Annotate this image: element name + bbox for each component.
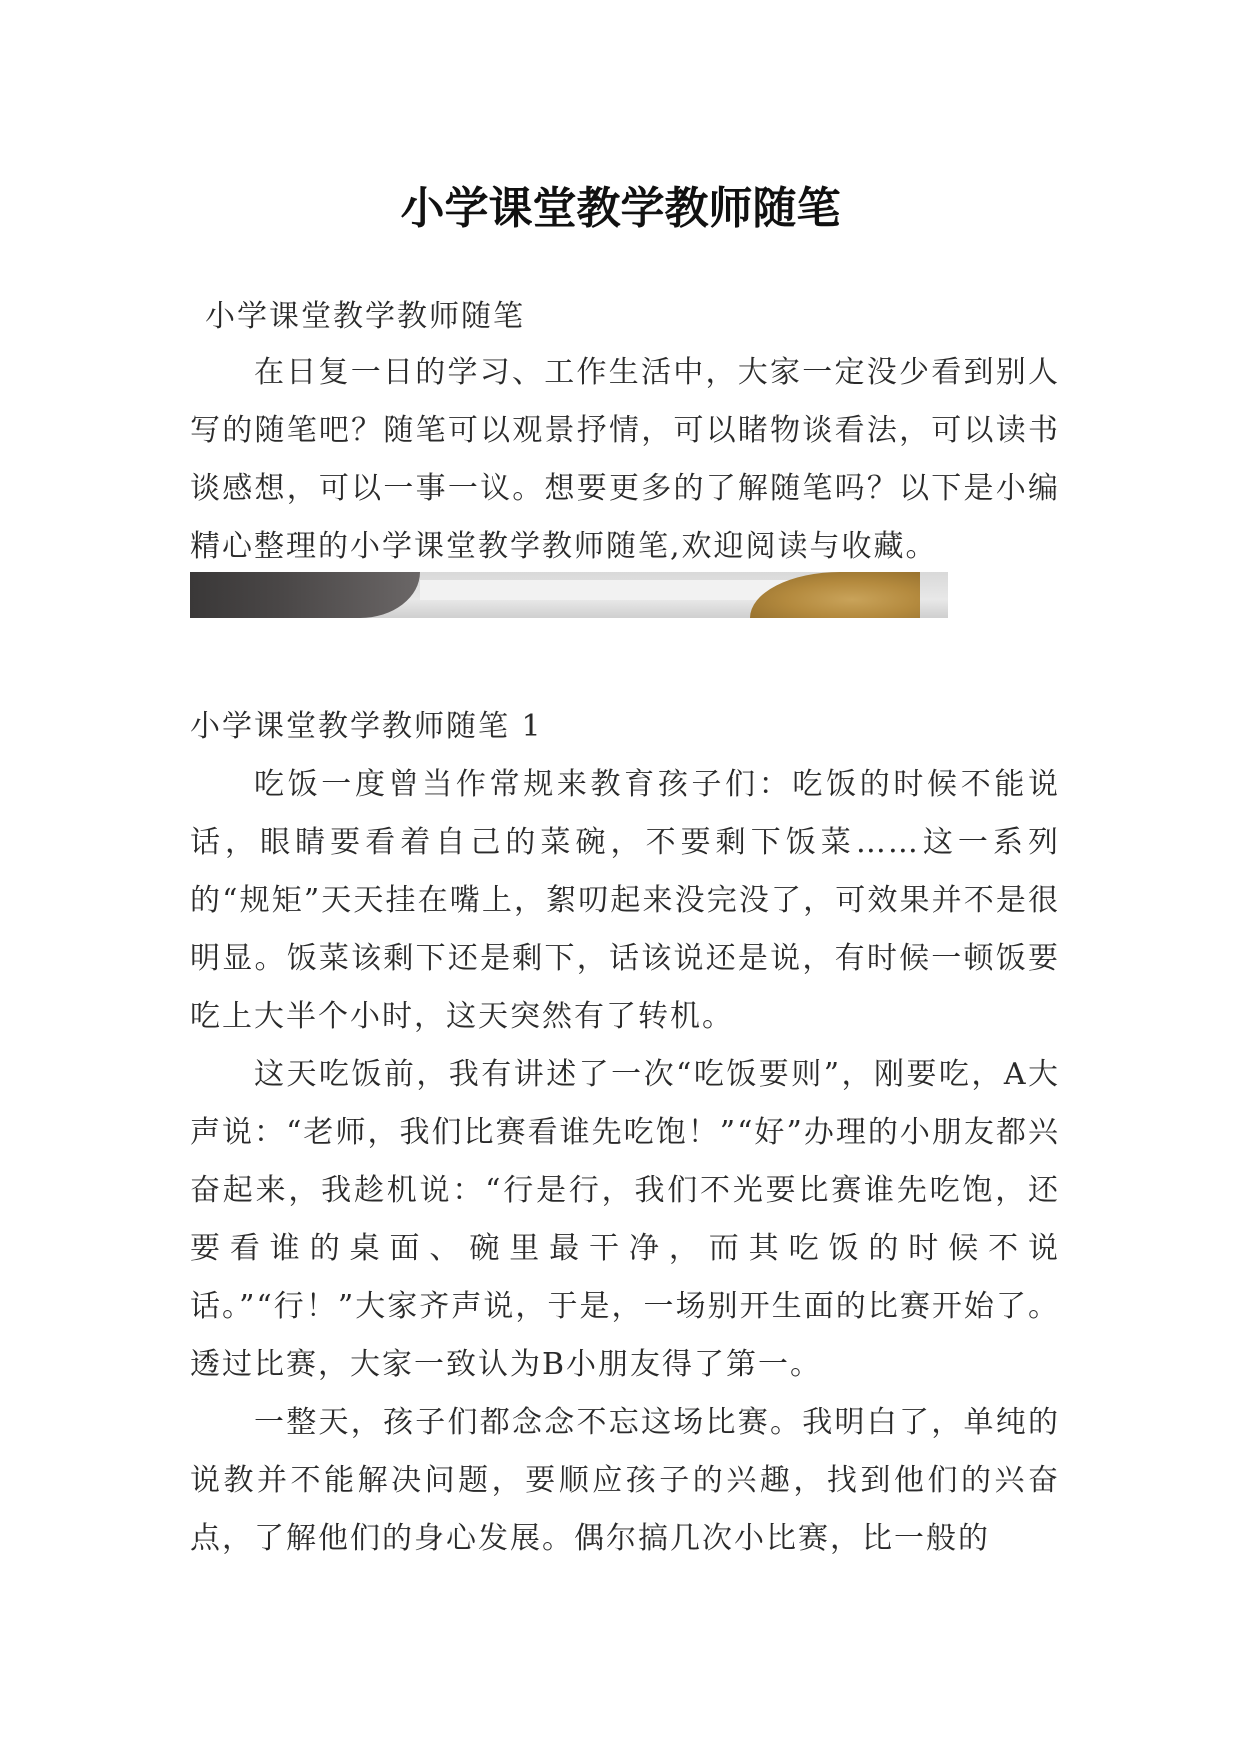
body-paragraph: 这天吃饭前，我有讲述了一次“吃饭要则”，刚要吃，A大声说：“老师，我们比赛看谁先吃饱！”“好”办理的小朋友都兴奋起来，我趁机说：“行是行，我们不光要比赛谁先吃饱，还要看谁的桌面、碗里最干净，而其吃饭的时候不说话。”“行！”大家齐声说，于是，一场别开生面的比赛开始了。透过比赛，大家一致认为B小朋友得了第一。 [190,1057,1060,1382]
document-title: 小学课堂教学教师随笔 [400,183,841,235]
intro-paragraph: 在日复一日的学习、工作生活中，大家一定没少看到别人写的随笔吧？随笔可以观景抒情，可以睹物谈看法，可以读书谈感想，可以一事一议。想要更多的了解随笔吗？以下是小编精心整理的小学课堂教学教师随笔,欢迎阅读与收藏。 [190,355,1060,564]
body-paragraph: 吃饭一度曾当作常规来教育孩子们：吃饭的时候不能说话，眼睛要看着自己的菜碗，不要剩下饭菜……这一系列的“规矩”天天挂在嘴上，絮叨起来没完没了，可效果并不是很明显。饭菜该剩下还是剩下，话该说还是说，有时候一顿饭要吃上大半个小时，这天突然有了转机。 [190,767,1060,1034]
body-paragraph: 一整天，孩子们都念念不忘这场比赛。我明白了，单纯的说教并不能解决问题，要顺应孩子的兴趣，找到他们的兴奋点，了解他们的身心发展。偶尔搞几次小比赛，比一般的 [190,1405,1060,1556]
document-subtitle: 小学课堂教学教师随笔 [205,299,525,334]
cropped-photo [190,572,948,618]
photo-dark-figure [190,572,420,618]
section-body [190,756,1060,1568]
photo-child-hair [750,572,920,618]
section-heading: 小学课堂教学教师随笔 1 [190,709,543,744]
intro-section [190,344,1060,576]
